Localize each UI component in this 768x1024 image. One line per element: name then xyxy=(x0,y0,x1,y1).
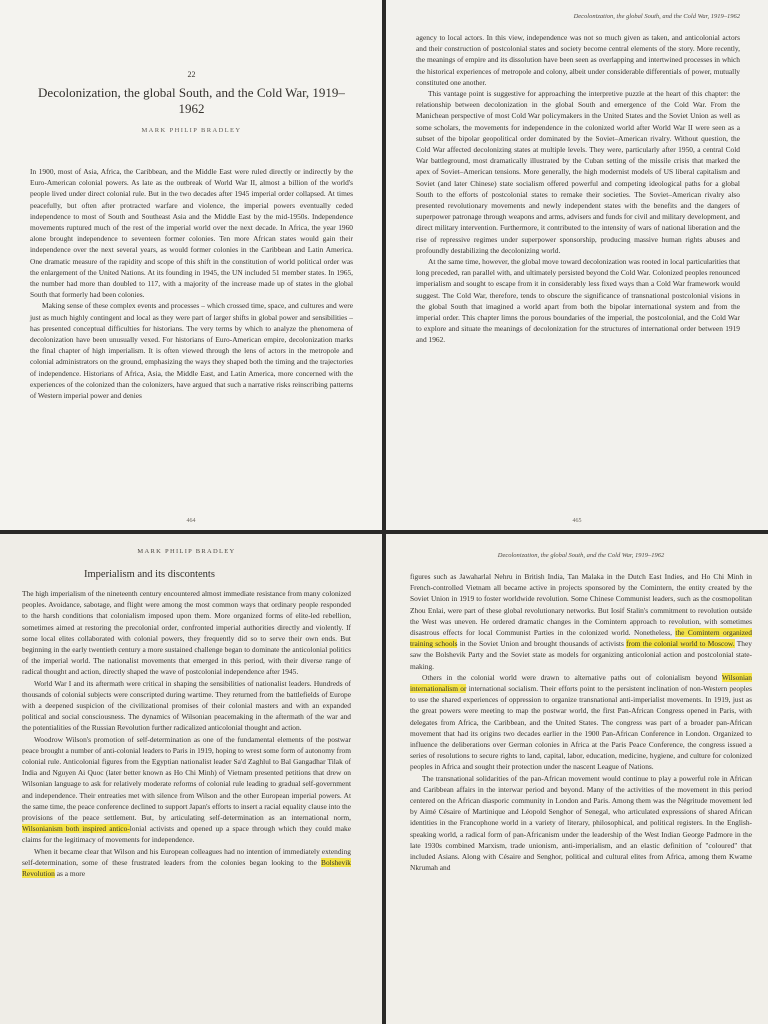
paragraph xyxy=(410,571,752,672)
page-467 xyxy=(386,534,768,1024)
page-464 xyxy=(0,0,382,530)
paragraph: This vantage point is suggestive for approaching the interpretive puzzle at the heart of this chapter: the relationship between decolonization in the global South and emergence of the Cold War. From the Manichean perspective of most Cold War policymakers in the United States and the Soviet Union as well as some scholars, the movements for independence in the colonized world after World War II were seen as a subset of the bipolar geopolitical order dominated by the Soviet–American rivalry. Without question, the Cold War affected decolonizing states at multiple levels. They were, particularly after 1950, a central Cold War battleground, most dramatically illustrated by the Cuban setting of the missile crisis that marked the apex of Soviet–American tensions. More generally, the high modernist models of US liberal capitalism and Soviet (and later Chinese) state socialism offered powerful and competing ideological paths for a global South to the efforts of postcolonial states to remake their societies. The Soviet–American rivalry also presented revolutionary movements and newly independent states with the benefits and the dangers of superpower patronage through weapons and arms, advisers and funds for civil and military development, and direct military intervention. Furthermore, it contributed to the intensity of wars of national liberation and the rise of repressive regimes under superpower sponsorship, producing massive human rights abuses and profoundly destabilizing the decolonizing world. xyxy=(416,89,740,255)
page-number: 465 xyxy=(572,518,582,524)
section-title: Imperialism and its discontents xyxy=(84,569,215,580)
text-run: Others in the colonial world were drawn to alternative paths out of colonialism beyond xyxy=(422,672,722,682)
paragraph: The high imperialism of the nineteenth century encountered almost immediate resistance from many colonized peoples. Avoidance, sabotage, and flight were among the most common ways that ordinary people responded to the harsh conditions that colonialism imposed upon them. More organized forms of elite-led rebellion, sometimes aimed at restoring the precolonial order, confronted imperial authorities directly and violently. If some local elites collaborated with colonial powers, they frequently did so to serve their own ends. But beginning in the early twentieth century a more sustained challenge began to dominate the anticolonial politics of the imperial world. The nationalist movements that emerged in this period, with their diverse range of radical thought and action, directly shaped the wave of postcolonial independence after 1945. xyxy=(22,589,351,677)
paragraph: In 1900, most of Asia, Africa, the Caribbean, and the Middle East were ruled directly or indirectly by the Euro-American colonial powers. As late as the outbreak of World War II, almost a billion of the world's people lived under direct colonial rule. But in the two decades after 1945 imperial order collapsed. At times peacefully, but often after protracted warfare and violence, the imperial powers eventually ceded independence to most of South and Southeast Asia and the Middle East by the mid-1950s. Independence movements ruptured much of the rest of the imperial world over the next decade. In Africa, the year 1960 alone brought independence to seventeen former colonies. Ten more African states would gain their independence over the next several years, as would former colonies in the Caribbean and Latin America. One dramatic measure of the rapidity and scope of this shift in the constitution of world political order was the enlargement of the United Nations. At its founding in 1945, the UN included 51 member states. In 1965, the number had more than doubled to 117, with a majority of the increase made up of states in the global South that formerly had been colonies. xyxy=(30,167,353,300)
text-run: Woodrow Wilson's promotion of self-determination as one of the fundamental elements of the postwar peace brought a number of anti-colonial leaders to Paris in 1919, hoping to wrest some form of autonomy from colonial rule. Anticolonial figures from the Egyptian nationalist leader Sa'd Zaghlul to Bal Gangadhar Tilak of India and Nguyen Ai Quoc (later better known as Ho Chi Minh) of Vietnam presented petitions that drew on Wilsonian language to ask for relatively moderate reforms of colonial rule leading to gradual self-government and independence. Their entreaties met with silence from Wilson and the other European imperial powers. At the same time, the peace conference declined to support Japan's efforts to insert a racial equality clause into the provisions of the peace settlement. But, by articulating self-determination as an international norm, xyxy=(22,734,351,823)
chapter-title: Decolonization, the global South, and the Cold War, 1919–1962 xyxy=(38,85,345,116)
page-466 xyxy=(0,534,382,1024)
chapter-author: MARK PHILIP BRADLEY xyxy=(141,127,242,134)
paragraph: At the same time, however, the global move toward decolonization was rooted in local particularities that long preceded, ran parallel with, and ultimately persisted beyond the Cold War. Colonized peoples renounced imperialism and sought to escape from it in considerably less fixed ways than a Cold War framework would suggest. The Cold War, therefore, tends to obscure the significance of transnational postcolonial visions in the global South that imagined a world apart from both the bipolar international system and from the imperial order. This chapter limns the porous boundaries of the imperial, the postcolonial, and the Cold War to explore and situate the meanings of decolonization for the structures of international order between 1919 and 1962. xyxy=(416,257,740,345)
text-run: in the Soviet Union and brought thousands of activists xyxy=(457,639,627,649)
paragraph: The transnational solidarities of the pan-African movement would continue to play a powerful role in African and Caribbean affairs in the interwar period and beyond. Many of the activities of the movement in this period centered on the African diasporic community in London and Paris. Among them was the Négritude movement led by Aimé Césaire of Martinique and Léopold Senghor of Senegal, who articulated expressions of shared African identities in the Francophone world in a variety of literary, philosophical, and political registers. In the English-speaking world, a radical form of pan-Africanism under the leadership of the West Indian George Padmore in the late 1930s combined Marxism, trade unionism, anti-imperialism, and an elastic definition of "coloured" that included Asians. Along with Césaire and Senghor, political and cultural elites from Africa, among them Kwame Nkrumah and xyxy=(410,773,752,873)
running-head: Decolonization, the global South, and the Cold War, 1919–1962 xyxy=(573,13,740,20)
text-run: When it became clear that Wilson and his European colleagues had no intention of immediately extending self-determination, some of these frustrated leaders from the colonies began looking to the xyxy=(22,846,351,867)
page-465 xyxy=(386,0,768,530)
paragraph xyxy=(22,734,351,846)
paragraph xyxy=(410,672,752,773)
text-run: They saw the Bolshevik Party and the Soviet state as models for organizing anticolonial action and postcolonial state-making. xyxy=(410,639,752,671)
highlighted-text: Wilsonian internationalism or xyxy=(410,672,752,694)
paragraph: agency to local actors. In this view, independence was not so much given as taken, and anticolonial actors and their construction of postcolonial states and society become central elements of the story. More recently, the meanings of empire and its dissolution have been seen as overlapping and intertwined processes in which the historical experiences of metropole and colony, albeit under considerable differentials of power, mutually constituted one another. xyxy=(416,33,740,87)
text-run: figures such as Jawaharlal Nehru in British India, Tan Malaka in the Dutch East Indies, and Ho Chi Minh in French-controlled Vietnam all became active in projects sponsored by the Comintern, the entity created by the Soviet Union in 1919 to foster worldwide revolution. Some Chinese Communist leaders, such as the cosmopolitan Zhou Enlai, were part of these global revolutionary networks. But Iosif Stalin's commitment to revolution outside the West was uneven. He ordered dramatic changes in the Comintern approach to revolution, with sometimes disastrous effects for local Communist Parties in the colonized world. Nonetheless, xyxy=(410,572,752,638)
text-run: lonial activists and opened up a space through which they could make claims for the legitimacy of movements for independence. xyxy=(22,824,351,845)
highlighted-text: Bolshevik Revolution xyxy=(22,857,351,879)
page-number: 464 xyxy=(186,518,196,524)
running-head: MARK PHILIP BRADLEY xyxy=(137,548,236,555)
paragraph: Making sense of these complex events and processes – which crossed time, space, and cultures and were just as much highly contingent and local as they were part of larger shifts in global power and sensibilities – has presented conceptual difficulties for historians. The very terms by which to analyze the phenomena of decolonization have been unusually vexed. For historians of Euro-American empire, decolonization marks the final chapter of high imperialism. It is often viewed through the lens of actors in the metropole and colonial administrators on the ground, emphasizing the ways they shaped both the timing and the trajectories of independence. Historians of Africa, Asia, the Middle East, and Latin America, more concerned with the experiences of the colonized than the colonizers, have argued that such a narrative risks reinscribing patterns of Western imperial power and denies xyxy=(30,301,353,401)
text-run: international socialism. Their efforts point to the persistent inclination of non-Western peoples to use the shared experiences of oppression to organize transnational anti-imperialist movements. In 1919, just as the great powers were meeting to map the postwar world, the first Pan-African Congress opened in Paris, with delegates from Africa, the Caribbean, and the United States. The congress was part of a broader pan-African movement that had its origins two decades earlier in the 1900 Pan-African Conference in London. Organized to influence the deliberations over German colonies in Africa at the Paris Peace Conference, the congress issued a series of resolutions to secure rights to land, capital, labor, education, medicine, hygiene, and culture for colonized peoples in Africa and sought their protection under the nascent League of Nations. xyxy=(410,684,752,772)
highlighted-text: the Comintern organized training schools xyxy=(410,628,752,649)
highlighted-text: Wilsonianism both inspired antico- xyxy=(22,824,130,834)
paragraph xyxy=(22,846,351,880)
chapter-number: 22 xyxy=(187,70,196,79)
highlighted-text: from the colonial world to Moscow. xyxy=(626,639,735,649)
paragraph: World War I and its aftermath were critical in shaping the sensibilities of nationalist leaders. Hundreds of thousands of colonial subjects were conscripted during wartime. They returned from the battlefields of Europe with a deepened suspicion of the civilizational promises of their colonial masters and with an expanded political and social consciousness. The dynamics of Wilsonian peacemaking in the aftermath of the war and the potentialities of the Russian Revolution further radicalized anticolonial thought and action. xyxy=(22,678,351,733)
running-head: Decolonization, the global South, and the Cold War, 1919–1962 xyxy=(497,552,665,559)
text-run: as a more xyxy=(54,869,86,879)
